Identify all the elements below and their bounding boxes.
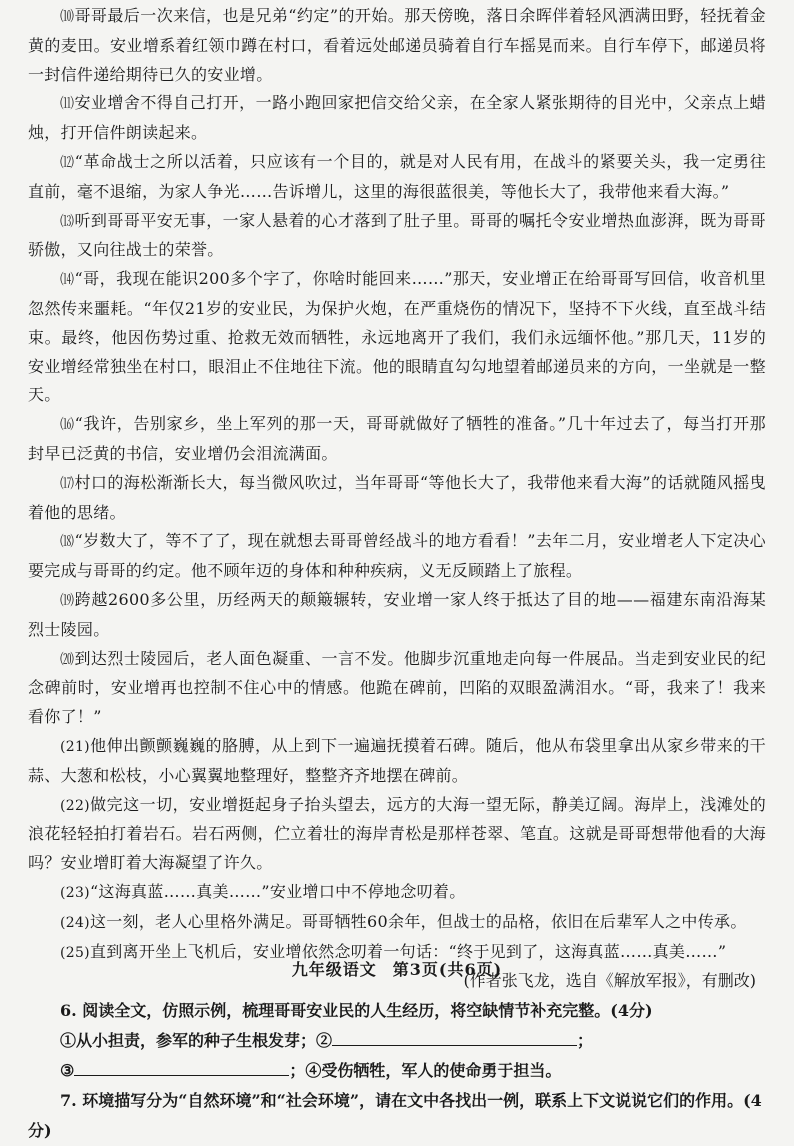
paragraph-24 bbox=[28, 908, 766, 938]
paragraph-number: ⒇ bbox=[60, 651, 75, 668]
paragraph-10 bbox=[28, 2, 766, 89]
question-7-prompt: 7. 环境描写分为“自然环境”和“社会环境”，请在文中各找出一例，联系上下文说说它们的作用。(4分) bbox=[28, 1091, 762, 1141]
paragraph-17 bbox=[28, 469, 766, 528]
paragraph-number: ⒀ bbox=[60, 213, 75, 230]
question-7 bbox=[28, 1086, 766, 1146]
paragraph-16 bbox=[28, 410, 766, 469]
paragraph-text: “革命战士之所以活着，只应该有一个目的，就是对人民有用，在战斗的紧要关头，我一定勇往直前，毫不退缩，为家人争光……告诉增儿，这里的海很蓝很美，等他长大了，我带他来看大海。” bbox=[28, 151, 766, 201]
paragraph-text: 他伸出颤颤巍巍的胳膊，从上到下一遍遍抚摸着石碑。随后，他从布袋里拿出从家乡带来的干蒜、大葱和松枝，小心翼翼地整理好，整整齐齐地摆在碑前。 bbox=[28, 735, 766, 785]
paragraph-text: “岁数大了，等不了了，现在就想去哥哥曾经战斗的地方看看！”去年二月，安业增老人下定决心要完成与哥哥的约定。他不顾年迈的身体和种种疾病，义无反顾踏上了旅程。 bbox=[28, 531, 766, 581]
paragraph-number: ⑽ bbox=[60, 9, 75, 25]
answer-blank-2[interactable] bbox=[332, 1027, 577, 1046]
paragraph-11 bbox=[28, 89, 766, 148]
paragraph-text: 安业增舍不得自己打开，一路小跑回家把信交给父亲，在全家人紧张期待的目光中，父亲点上蜡烛，打开信件朗读起来。 bbox=[28, 93, 766, 143]
paragraph-number: (25) bbox=[60, 944, 90, 961]
paragraph-13 bbox=[28, 207, 766, 266]
footer-page-number: 第3页(共6页) bbox=[392, 960, 503, 979]
paragraph-text: 听到哥哥平安无事，一家人悬着的心才落到了肚子里。哥哥的嘱托令安业增热血澎湃，既为哥哥骄傲，又向往战士的荣誉。 bbox=[28, 210, 766, 260]
paragraph-text: 跨越2600多公里，历经两天的颠簸辗转，安业增一家人终于抵达了目的地——福建东南沿海某烈士陵园。 bbox=[28, 589, 766, 639]
paragraph-number: ⒃ bbox=[60, 417, 75, 434]
paragraph-22 bbox=[28, 791, 766, 878]
paragraph-number: ⒄ bbox=[60, 475, 75, 492]
answer-blank-3[interactable] bbox=[74, 1057, 289, 1076]
question-6-item-3-end: ；④受伤牺牲，军人的使命勇于担当。 bbox=[289, 1061, 562, 1081]
paragraph-text: 这一刻，老人心里格外满足。哥哥牺牲60余年，但战士的品格，依旧在后辈军人之中传承。 bbox=[89, 911, 747, 931]
paragraph-21 bbox=[28, 732, 766, 791]
question-6-line-1 bbox=[28, 1026, 766, 1056]
paragraph-text: 村口的海松渐渐长大，每当微风吹过，当年哥哥“等他长大了，我带他来看大海”的话就随风摇曳着他的思绪。 bbox=[28, 472, 766, 522]
paragraph-number: (22) bbox=[60, 797, 90, 814]
reading-passage bbox=[28, 2, 766, 996]
paragraph-18 bbox=[28, 527, 766, 586]
paragraph-text: “这海真蓝……真美……”安业增口中不停地念叨着。 bbox=[89, 881, 466, 901]
paragraph-number: ⒁ bbox=[60, 272, 75, 289]
paragraph-number: (24) bbox=[60, 914, 90, 931]
paragraph-text: 哥哥最后一次来信，也是兄弟“约定”的开始。那天傍晚，落日余晖伴着轻风洒满田野，轻抚着金黄的麦田。安业增系着红领巾蹲在村口，看着远处邮递员骑着自行车摇晃而来。自行车停下，邮递员将一封信件递给期待已久的安业增。 bbox=[28, 6, 766, 84]
question-6-item-3: ③ bbox=[60, 1061, 75, 1081]
paragraph-text: “我许，告别家乡，坐上军列的那一天，哥哥就做好了牺牲的准备。”几十年过去了，每当打开那封早已泛黄的书信，安业增仍会泪流满面。 bbox=[28, 414, 766, 463]
page-footer bbox=[0, 957, 794, 980]
paragraph-number: ⒆ bbox=[60, 592, 75, 609]
paragraph-text: 到达烈士陵园后，老人面色凝重、一言不发。他脚步沉重地走向每一件展品。当走到安业民的纪念碑前时，安业增再也控制不住心中的情感。他跪在碑前，凹陷的双眼盈满泪水。“哥，我来了！我来看你了！” bbox=[28, 648, 766, 727]
paragraph-20 bbox=[28, 645, 766, 732]
paragraph-number: ⒅ bbox=[60, 534, 75, 551]
paragraph-23 bbox=[28, 878, 766, 908]
paragraph-number: (21) bbox=[60, 738, 90, 755]
paragraph-number: (23) bbox=[60, 884, 90, 901]
paragraph-text: “哥，我现在能识200多个字了，你啥时能回来……”那天，安业增正在给哥哥写回信，收音机里忽然传来噩耗。“年仅21岁的安业民，为保护火炮，在严重烧伤的情况下，坚持不下火线，直至战斗结束。最终，他因伤势过重、抢救无效而牺牲，永远地离开了我们，我们永远缅怀他。”那几天，11岁的安业增经常独坐在村口，眼泪止不住地往下流。他的眼睛直勾勾地望着邮递员来的方向，一坐就是一整天。 bbox=[28, 269, 766, 405]
paragraph-number: ⑿ bbox=[60, 154, 75, 171]
footer-subject: 九年级语文 bbox=[291, 960, 377, 979]
question-6-line-2 bbox=[28, 1056, 766, 1086]
paragraph-14 bbox=[28, 265, 766, 410]
question-6-item-1: ①从小担责，参军的种子生根发芽；② bbox=[60, 1031, 333, 1051]
paragraph-text: 直到离开坐上飞机后，安业增依然念叨着一句话：“终于见到了，这海真蓝……真美……” bbox=[89, 941, 727, 961]
question-6-prompt: 6. 阅读全文，仿照示例，梳理哥哥安业民的人生经历，将空缺情节补充完整。(4分) bbox=[60, 1001, 653, 1021]
paragraph-12 bbox=[28, 148, 766, 207]
paragraph-19 bbox=[28, 586, 766, 645]
paragraph-text: 做完这一切，安业增挺起身子抬头望去，远方的大海一望无际，静美辽阔。海岸上，浅滩处的浪花轻轻拍打着岩石。岩石两侧，伫立着壮的海岸青松是那样苍翠、笔直。这就是哥哥想带他看的大海吗？安业增盯着大海凝望了许久。 bbox=[28, 794, 766, 873]
paragraph-number: ⑾ bbox=[60, 96, 75, 113]
question-6-item-1-end: ； bbox=[577, 1031, 594, 1051]
article-source: (作者张飞龙，选自《解放军报》，有删改) bbox=[463, 971, 756, 991]
question-6 bbox=[28, 996, 766, 1086]
